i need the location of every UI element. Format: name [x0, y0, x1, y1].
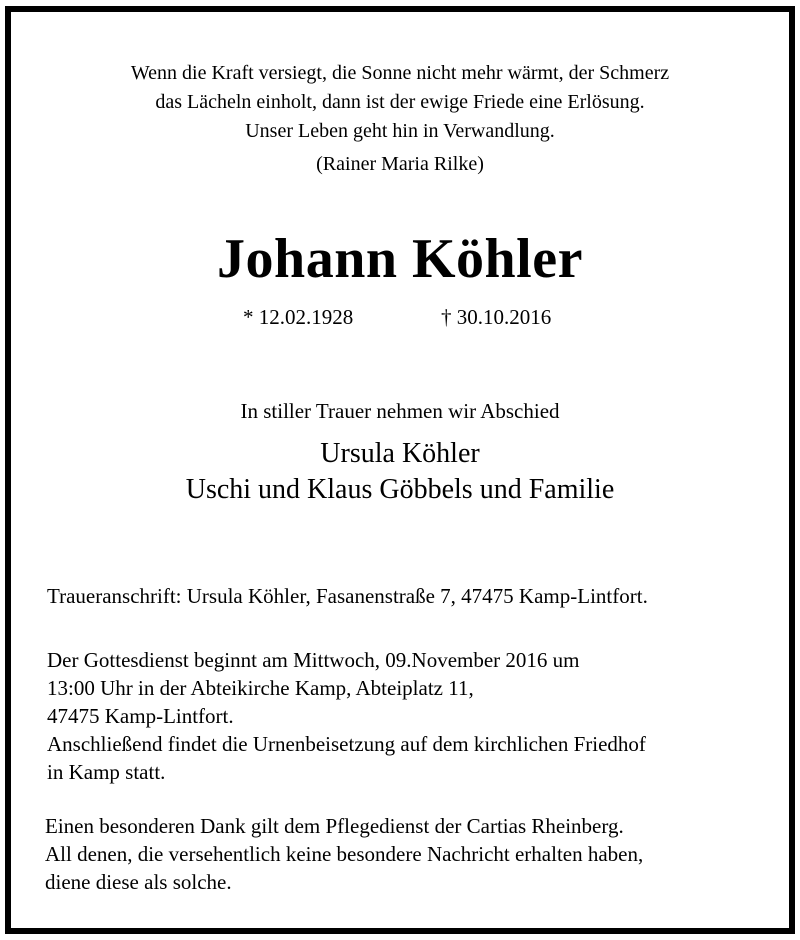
- mourner-name: Uschi und Klaus Göbbels und Familie: [185, 474, 615, 505]
- poem-quote: [11, 59, 789, 146]
- service-details: [47, 646, 646, 786]
- thanks-line: Einen besonderen Dank gilt dem Pflegedienst der Cartias Rheinberg.: [45, 814, 624, 838]
- poem-line: Wenn die Kraft versiegt, die Sonne nicht mehr wärmt, der Schmerz: [130, 62, 670, 84]
- mourners-list: [11, 436, 789, 508]
- mourning-address: Traueranschrift: Ursula Köhler, Fasanenstraße 7, 47475 Kamp-Lintfort.: [47, 584, 648, 608]
- thanks-note: [45, 812, 643, 896]
- mourning-intro: In stiller Trauer nehmen wir Abschied: [240, 399, 560, 423]
- obituary-notice: [5, 6, 795, 934]
- service-line: Der Gottesdienst beginnt am Mittwoch, 09.November 2016 um: [47, 648, 580, 672]
- thanks-line: All denen, die versehentlich keine besondere Nachricht erhalten haben,: [45, 842, 644, 866]
- service-line: 47475 Kamp-Lintfort.: [47, 704, 234, 728]
- service-line: 13:00 Uhr in der Abteikirche Kamp, Abteiplatz 11,: [47, 676, 474, 700]
- deceased-name: Johann Köhler: [217, 228, 583, 290]
- service-line: in Kamp statt.: [47, 760, 166, 784]
- thanks-line: diene diese als solche.: [45, 870, 232, 894]
- birth-date: * 12.02.1928: [243, 305, 354, 329]
- poem-line: Unser Leben geht hin in Verwandlung.: [245, 120, 555, 142]
- service-line: Anschließend findet die Urnenbeisetzung auf dem kirchlichen Friedhof: [47, 732, 646, 756]
- poem-line: das Lächeln einholt, dann ist der ewige Friede eine Erlösung.: [155, 91, 645, 113]
- mourner-name: Ursula Köhler: [320, 438, 480, 469]
- death-date: † 30.10.2016: [441, 305, 552, 329]
- poem-author: (Rainer Maria Rilke): [316, 153, 484, 175]
